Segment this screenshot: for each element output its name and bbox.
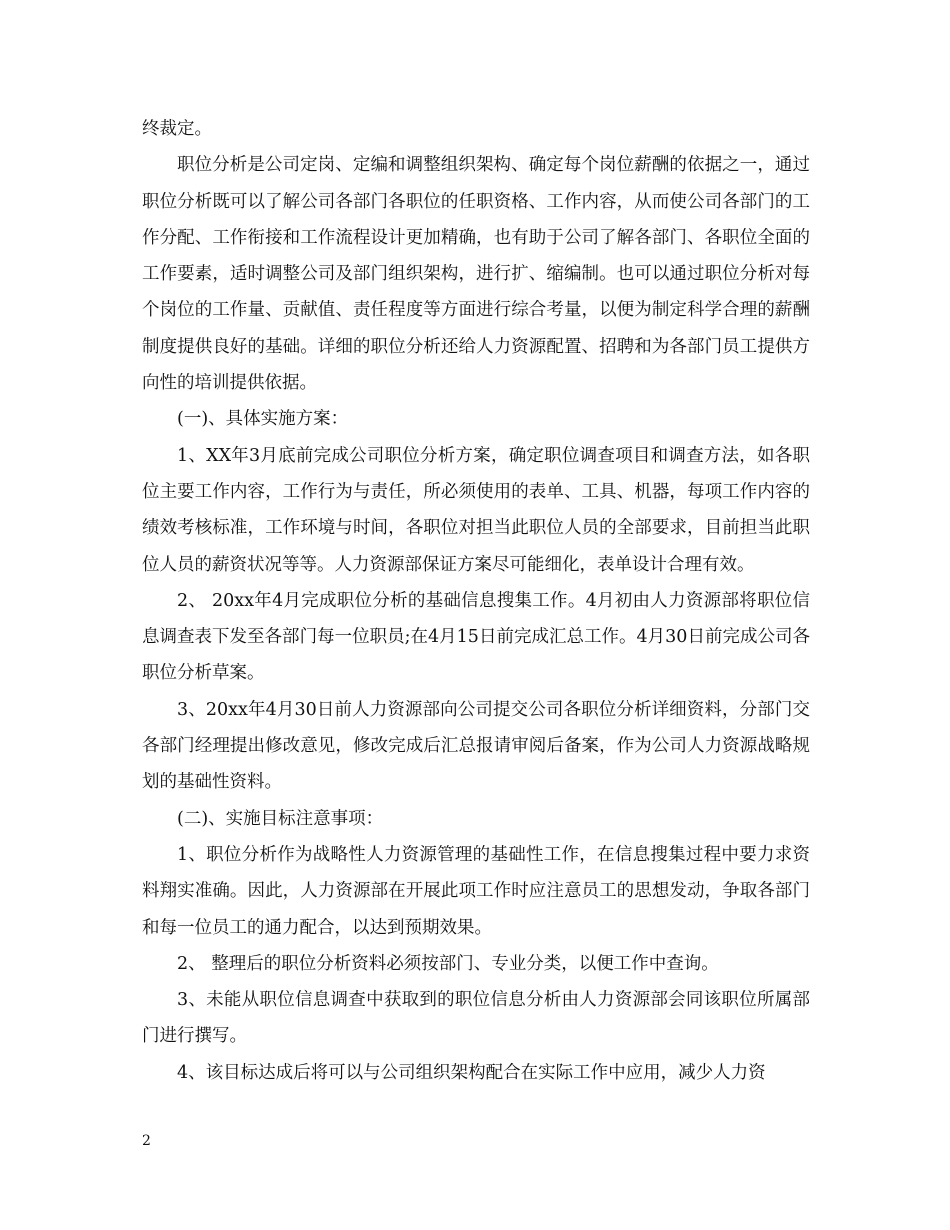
paragraph-plan-item-2: 2、 20xx年4月完成职位分析的基础信息搜集工作。4月初由人力资源部将职位信息调查表下发至各部门每一位职员;在4月15日前完成汇总工作。4月30日前完成公司各职位分析草案。: [142, 590, 810, 684]
paragraph-plan-item-3: 3、20xx年4月30日前人力资源部向公司提交公司各职位分析详细资料，分部门交各部门经理提出修改意见，修改完成后汇总报请审阅后备案，作为公司人力资源战略规划的基础性资料。: [142, 699, 810, 793]
paragraph-note-item-2: 2、 整理后的职位分析资料必须按部门、专业分类，以便工作中查询。: [177, 953, 719, 974]
paragraph-plan-item-1: 1、XX年3月底前完成公司职位分析方案，确定职位调查项目和调查方法，如各职位主要工作内容，工作行为与责任，所必须使用的表单、工具、机器，每项工作内容的绩效考核标准，工作环境与时间，各职位对担当此职位人员的全部要求，目前担当此职位人员的薪资状况等等。人力资源部保证方案尽可能细化，表单设计合理有效。: [142, 445, 810, 575]
section-heading-notes: (二)、实施目标注意事项：: [177, 808, 384, 829]
paragraph-continuation: 终裁定。: [142, 119, 212, 139]
page-number: 2: [142, 1133, 151, 1149]
paragraph-note-item-1: 1、职位分析作为战略性人力资源管理的基础性工作，在信息搜集过程中要力求资料翔实准确。因此，人力资源部在开展此项工作时应注意员工的思想发动，争取各部门和每一位员工的通力配合，以达到预期效果。: [142, 844, 810, 938]
paragraph-note-item-3: 3、未能从职位信息调查中获取到的职位信息分析由人力资源部会同该职位所属部门进行撰写。: [142, 990, 810, 1047]
paragraph-note-item-4: 4、该目标达成后将可以与公司组织架构配合在实际工作中应用，减少人力资: [177, 1062, 766, 1083]
section-heading-implementation-plan: (一)、具体实施方案：: [177, 409, 349, 430]
paragraph-job-analysis-intro: 职位分析是公司定岗、定编和调整组织架构、确定每个岗位薪酬的依据之一，通过职位分析既可以了解公司各部门各职位的任职资格、工作内容，从而使公司各部门的工作分配、工作衔接和工作流程设计更加精确，也有助于公司了解各部门、各职位全面的工作要素，适时调整公司及部门组织架构，进行扩、缩编制。也可以通过职位分析对每个岗位的工作量、贡献值、责任程度等方面进行综合考量，以便为制定科学合理的薪酬制度提供良好的基础。详细的职位分析还给人力资源配置、招聘和为各部门员工提供方向性的培训提供依据。: [142, 155, 810, 394]
document-body: [142, 111, 810, 1091]
